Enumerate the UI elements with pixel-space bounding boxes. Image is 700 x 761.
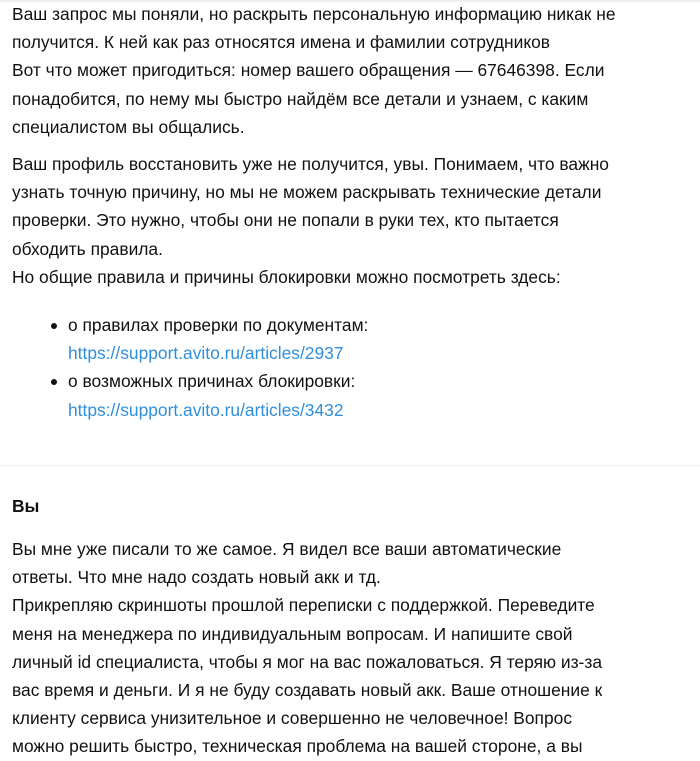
text-line: вас время и деньги. И я не буду создавать новый акк. Ваше отношение к: [12, 680, 603, 701]
text-line: проверки. Это нужно, чтобы они не попали в руки тех, кто пытается: [12, 210, 559, 231]
support-reply-paragraph-1: [12, 0, 616, 141]
text-line: обходить правила.: [12, 238, 163, 259]
text-line: можно решить быстро, техническая проблема на вашей стороне, а вы: [12, 736, 583, 757]
text-line: Прикрепляю скриншоты прошлой переписки с поддержкой. Переведите: [12, 595, 595, 616]
verification-rules-link[interactable]: https://support.avito.ru/articles/2937: [68, 343, 344, 364]
text-line: Вы мне уже писали то же самое. Я видел все ваши автоматические: [12, 539, 562, 559]
text-line: клиенту сервиса унизительное и совершенно не человечное! Вопрос: [12, 708, 573, 729]
text-line: Ваш профиль восстановить уже не получится, увы. Понимаем, что важно: [12, 154, 609, 174]
text-line: личный id специалиста, чтобы я мог на вас пожаловаться. Я теряю из-за: [12, 651, 602, 672]
help-links-list: [12, 311, 368, 424]
help-link-label: о возможных причинах блокировки:: [68, 371, 356, 392]
text-line: узнать точную причину, но мы не можем раскрывать технические детали: [12, 182, 602, 203]
help-link-item: [12, 367, 368, 423]
user-message-body: [12, 535, 602, 761]
help-link-label: о правилах проверки по документам:: [68, 315, 369, 335]
text-line: Ваш запрос мы поняли, но раскрыть персональную информацию никак не: [12, 4, 616, 24]
text-line: специалистом вы общались.: [12, 116, 245, 137]
text-line: Но общие правила и причины блокировки можно посмотреть здесь:: [12, 266, 561, 287]
help-link-item: [12, 311, 368, 367]
text-line: Вот что может пригодиться: номер вашего обращения — 67646398. Если: [12, 60, 605, 81]
message-author: Вы: [12, 496, 40, 516]
blocking-reasons-link[interactable]: https://support.avito.ru/articles/3432: [68, 399, 344, 420]
text-line: меня на менеджера по индивидуальным вопросам. И напишите свой: [12, 623, 573, 644]
message-divider: [0, 465, 700, 466]
text-line: получится. К ней как раз относятся имена и фамилии сотрудников: [12, 32, 551, 53]
text-line: понадобится, по нему мы быстро найдём все детали и узнаем, с каким: [12, 88, 589, 109]
bullet-icon: [51, 379, 57, 385]
bullet-icon: [51, 323, 57, 329]
text-line: ответы. Что мне надо создать новый акк и тд.: [12, 567, 381, 588]
support-reply-paragraph-2: [12, 150, 609, 291]
